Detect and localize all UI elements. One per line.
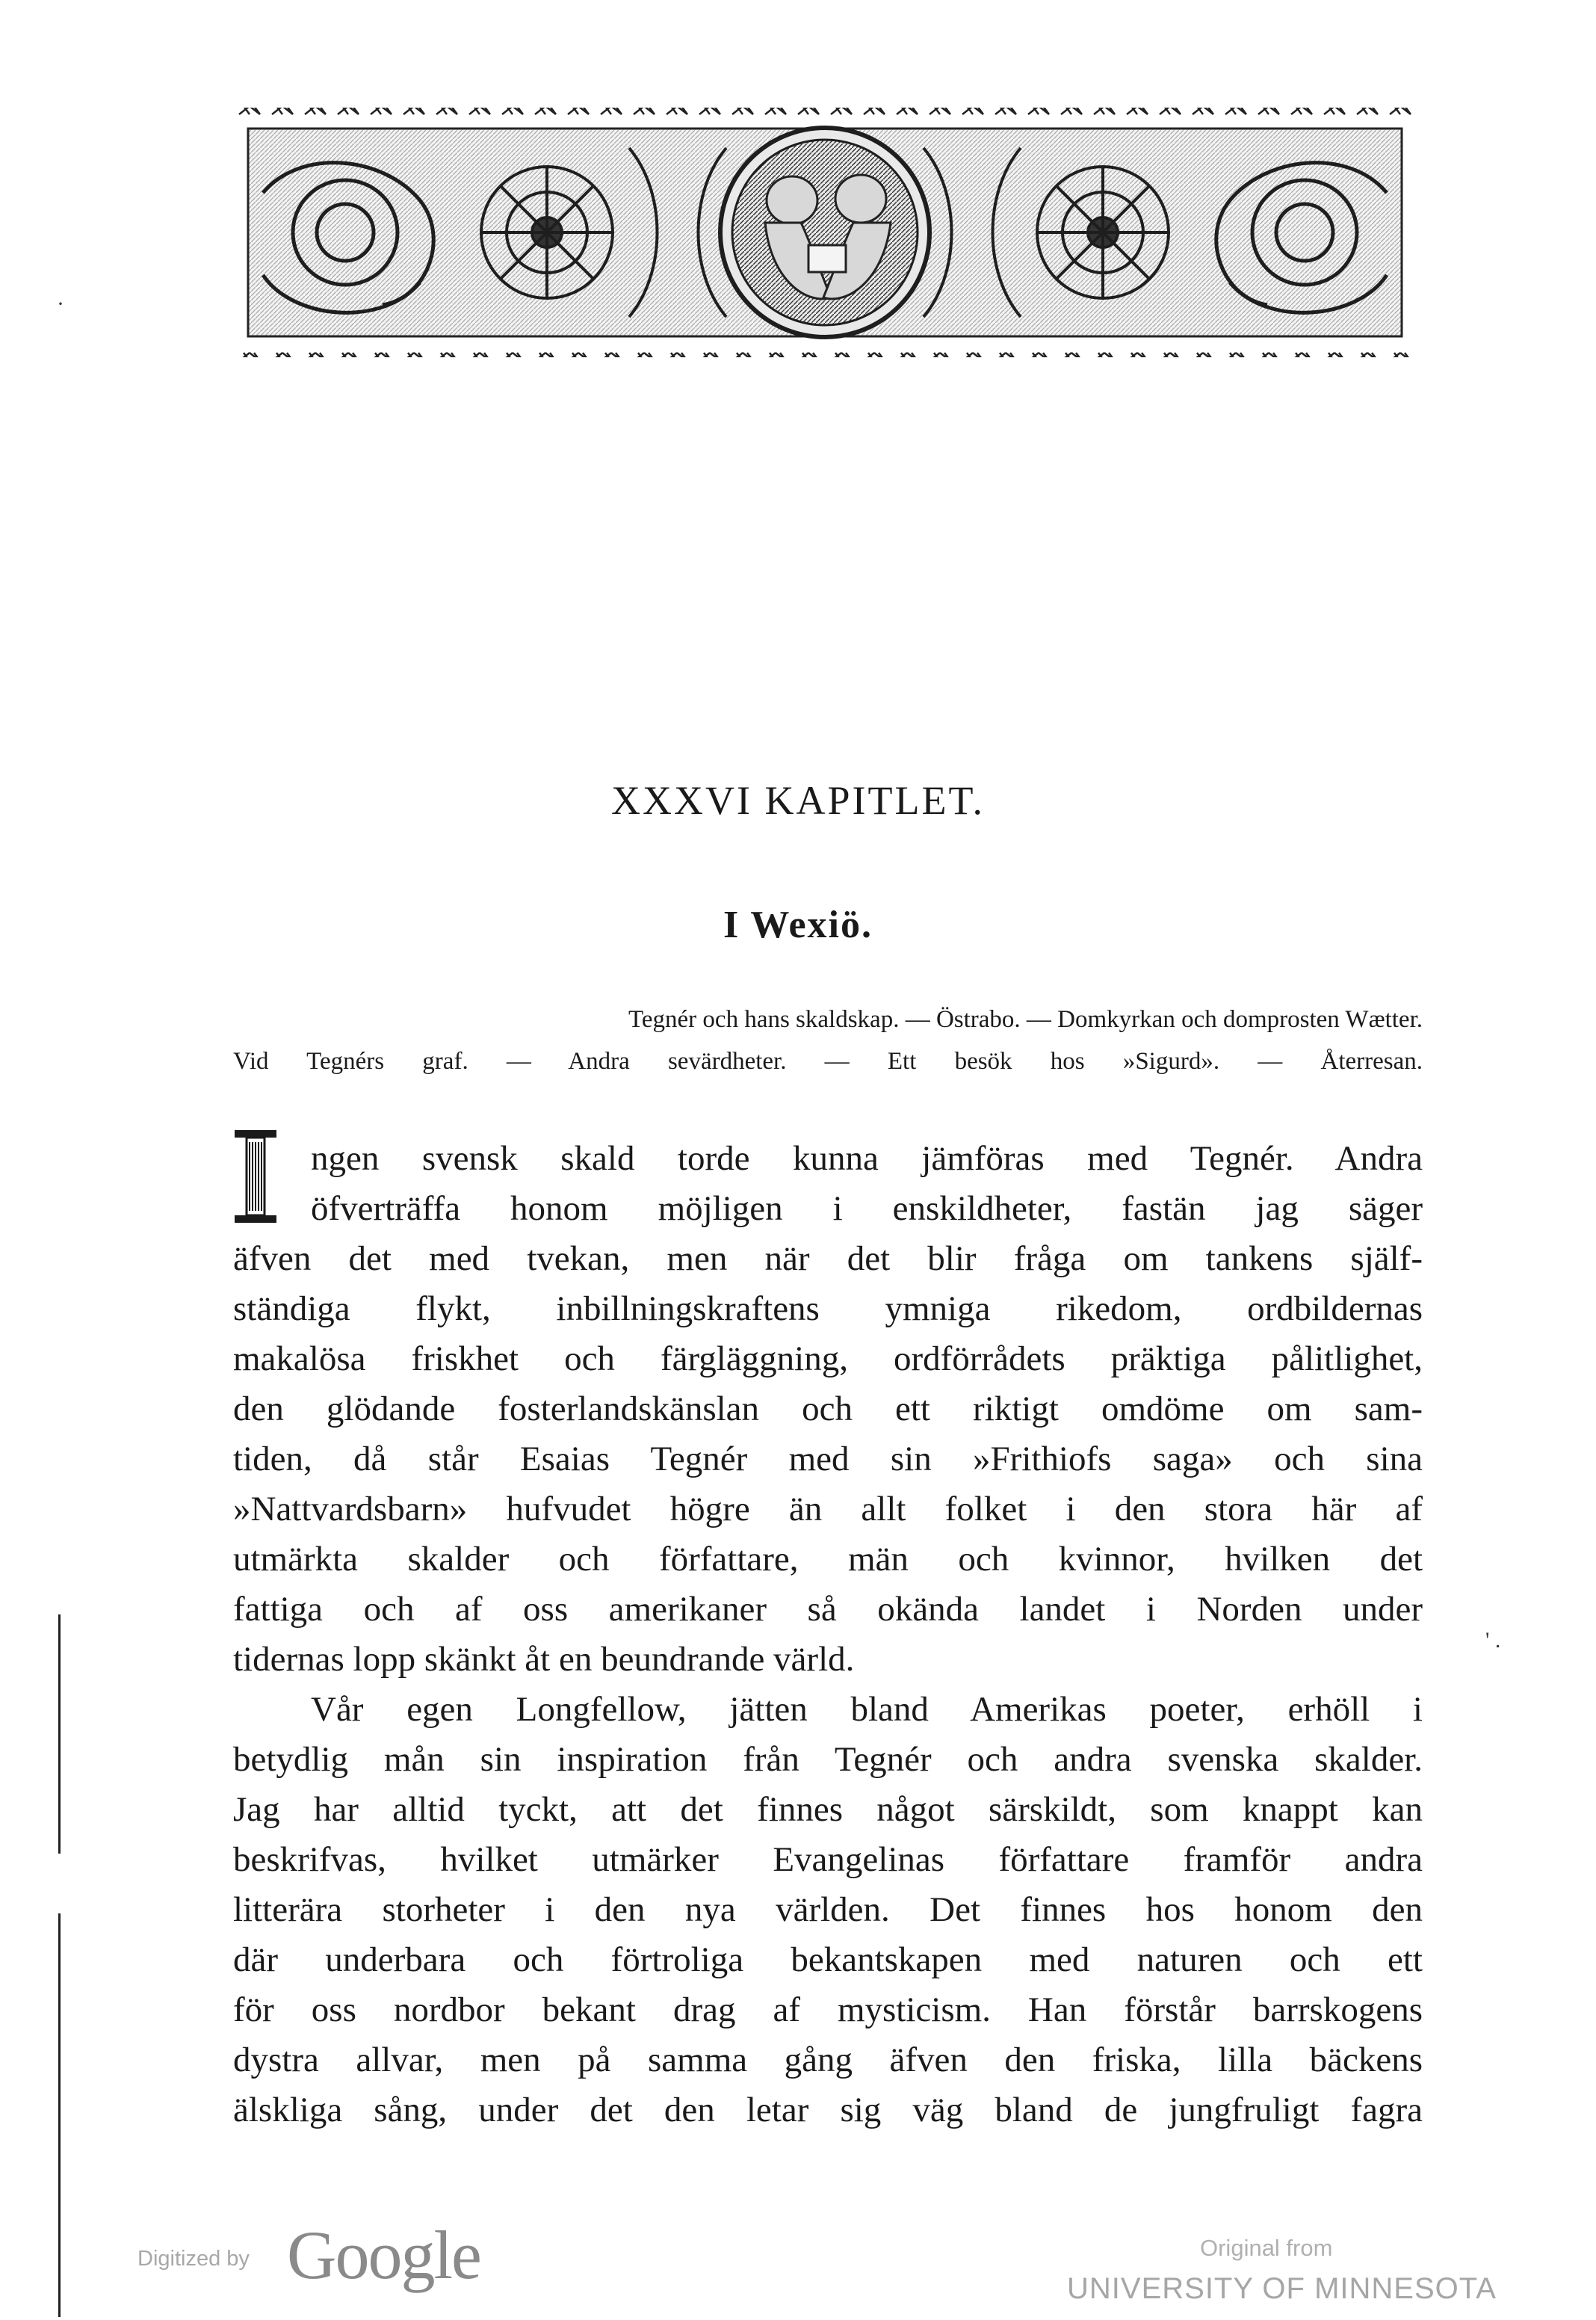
original-from-label: Original from	[1200, 2235, 1333, 2261]
body-line: ständiga flykt, inbillningskraftens ymniga rikedom, ordbildernas	[233, 1289, 1423, 1328]
university-label: UNIVERSITY OF MINNESOTA	[1067, 2272, 1497, 2305]
body-line: litterära storheter i den nya världen. Det finnes hos honom den	[233, 1890, 1423, 1929]
scan-dot: ·	[57, 291, 64, 316]
section-title: I Wexiö.	[723, 904, 873, 946]
body-line: äfven det med tvekan, men när det blir fråga om tankens själf-	[233, 1239, 1423, 1278]
chapter-heading: XXXVI KAPITLET.	[611, 778, 985, 823]
chapter-summary-line-1: Tegnér och hans skaldskap. — Östrabo. — Domkyrkan och domprosten Wætter.	[628, 1006, 1423, 1033]
body-line: Vår egen Longfellow, jätten bland Amerikas poeter, erhöll i	[311, 1690, 1423, 1729]
body-line: dystra allvar, men på samma gång äfven den friska, lilla bäckens	[233, 2040, 1423, 2079]
body-line: öfverträffa honom möjligen i enskildheter, fastän jag säger	[311, 1189, 1423, 1228]
body-line: utmärkta skalder och författare, män och kvinnor, hvilken det	[233, 1540, 1423, 1579]
scan-margin-line	[58, 1913, 61, 2317]
body-line: ngen svensk skald torde kunna jämföras med Tegnér. Andra	[311, 1139, 1423, 1178]
chapter-summary-line-2: Vid Tegnérs graf. — Andra sevärdheter. — Ett besök hos »Sigurd». — Återresan.	[233, 1048, 1423, 1075]
body-line: fattiga och af oss amerikaner så okända landet i Norden under	[233, 1590, 1423, 1629]
body-line: »Nattvardsbarn» hufvudet högre än allt folket i den stora här af	[233, 1490, 1423, 1528]
scan-margin-line	[58, 1614, 61, 1854]
ornament-graphic	[233, 103, 1417, 362]
body-line: för oss nordbor bekant drag af mysticism. Han förstår barrskogens	[233, 1990, 1423, 2029]
body-line: tiden, då står Esaias Tegnér med sin »Frithiofs saga» och sina	[233, 1440, 1423, 1478]
body-line: betydlig mån sin inspiration från Tegnér och andra svenska skalder.	[233, 1740, 1423, 1779]
body-line: där underbara och förtroliga bekantskapen med naturen och ett	[233, 1940, 1423, 1979]
body-line: tidernas lopp skänkt åt en beundrande värld.	[233, 1640, 855, 1679]
google-logo: Google	[287, 2217, 480, 2293]
body-line: beskrifvas, hvilket utmärker Evangelinas författare framför andra	[233, 1840, 1423, 1879]
body-text	[233, 1134, 1423, 2135]
scan-mark: ' .	[1485, 1628, 1501, 1653]
body-line: älskliga sång, under det den letar sig väg bland de jungfruligt fagra	[233, 2091, 1423, 2129]
header-ornament	[233, 103, 1417, 362]
digitized-by-label: Digitized by	[137, 2247, 250, 2271]
body-line: makalösa friskhet och färgläggning, ordförrådets präktiga pålitlighet,	[233, 1339, 1423, 1378]
body-line: Jag har alltid tyckt, att det finnes något särskildt, som knappt kan	[233, 1790, 1423, 1829]
body-line: den glödande fosterlandskänslan och ett riktigt omdöme om sam-	[233, 1389, 1423, 1428]
